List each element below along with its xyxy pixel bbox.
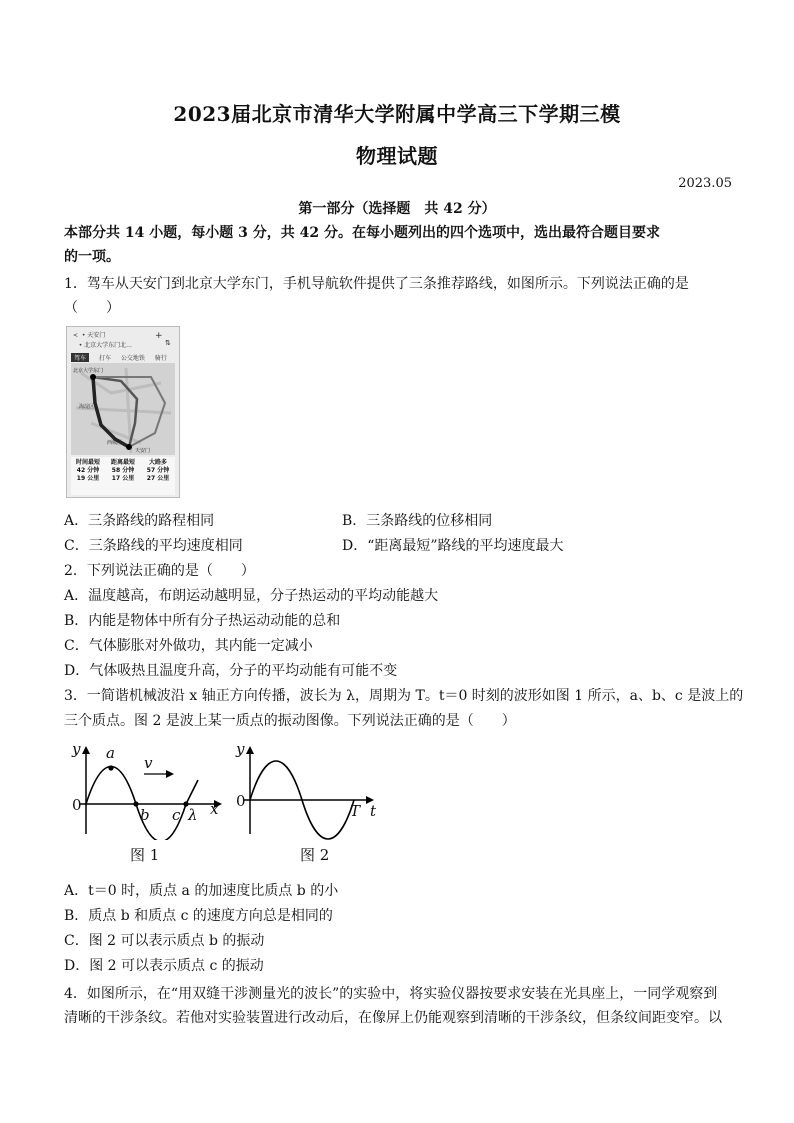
fig1-lambda: λ	[188, 806, 198, 824]
q3-option-d: D．图 2 可以表示质点 c 的振动	[64, 958, 264, 974]
fig1-y-label: y	[72, 740, 81, 758]
route-main-roads: 大路多 57 分钟 27 公里	[146, 459, 170, 482]
map-to: • 北京大学东门北...	[78, 342, 132, 349]
back-icon: <	[73, 332, 79, 339]
q4-stem-line2: 清晰的干涉条纹。若他对实验装置进行改动后，在像屏上仍能观察到清晰的干涉条纹，但条纹间距变窄。以	[64, 1010, 722, 1026]
label-south: 西城区	[107, 440, 123, 446]
route-summary	[71, 457, 175, 495]
map-area	[71, 363, 175, 455]
exam-title: 2023届北京市清华大学附属中学高三下学期三模	[173, 102, 621, 126]
tab-taxi: 打车	[98, 355, 111, 362]
fig1-point-c: c	[172, 806, 181, 824]
navigation-map-figure	[66, 326, 180, 498]
q3-option-c: C．图 2 可以表示质点 b 的振动	[64, 933, 265, 949]
q3-stem-line1: 3．一简谐机械波沿 x 轴正方向传播，波长为 λ，周期为 T。t＝0 时刻的波形如图 1 所示，a、b、c 是波上的	[64, 688, 744, 704]
part1-instruction-line2: 的一项。	[64, 249, 120, 265]
label-tiananmen: 天安门	[135, 448, 151, 454]
label-north-gate: 北京大学东门	[73, 368, 104, 374]
tab-bike: 骑行	[154, 355, 167, 362]
fig1-point-b: b	[140, 806, 150, 824]
part1-instruction-line1: 本部分共 14 小题，每小题 3 分，共 42 分。在每小题列出的四个选项中，选出最符合题目要求	[64, 225, 660, 241]
fig2-period: T	[350, 802, 361, 820]
map-from: • 天安门	[81, 332, 106, 339]
q1-stem-line1: 1．驾车从天安门到北京大学东门，手机导航软件提供了三条推荐路线，如图所示。下列说法正确的是	[64, 276, 689, 292]
fig2-y-label: y	[236, 740, 245, 758]
q1-option-b: B．三条路线的位移相同	[342, 513, 493, 529]
q4-stem-line1: 4．如图所示，在“用双缝干涉测量光的波长”的实验中，将实验仪器按要求安装在光具座上，一同学观察到	[64, 986, 718, 1002]
fig2-t-label: t	[370, 802, 377, 820]
part1-heading: 第一部分（选择题 共 42 分）	[298, 201, 496, 217]
q2-option-d: D．气体吸热且温度升高，分子的平均动能有可能不变	[64, 663, 398, 679]
fig1-velocity: v	[144, 754, 153, 772]
q2-stem: 2．下列说法正确的是（ ）	[64, 563, 255, 579]
q1-option-d: D．“距离最短”路线的平均速度最大	[342, 538, 564, 554]
fig1-caption: 图 1	[130, 846, 160, 864]
tab-drive: 驾车	[71, 353, 89, 362]
exam-date: 2023.05	[678, 176, 732, 191]
map-tabs	[71, 353, 175, 362]
q2-option-c: C．气体膨胀对外做功，其内能一定减小	[64, 638, 313, 654]
q3-option-a: A．t＝0 时，质点 a 的加速度比质点 b 的小	[64, 883, 339, 899]
swap-icon: ⇅	[165, 339, 171, 347]
exam-subtitle: 物理试题	[356, 144, 438, 168]
route-fastest: 时间最短 42 分钟 19 公里	[75, 459, 100, 482]
figure2-vibration	[230, 744, 380, 840]
q1-stem-line2: （ ）	[64, 300, 120, 316]
fig1-origin: 0	[72, 796, 82, 814]
fig2-origin: 0	[236, 792, 246, 810]
q2-option-b: B．内能是物体中所有分子热运动动能的总和	[64, 613, 341, 629]
q3-option-b: B．质点 b 和质点 c 的速度方向总是相同的	[64, 908, 333, 924]
q1-option-a: A．三条路线的路程相同	[64, 513, 215, 529]
fig2-caption: 图 2	[300, 846, 330, 864]
plus-icon: +	[155, 331, 163, 341]
label-district: 海淀区	[79, 404, 95, 410]
q2-option-a: A．温度越高，布朗运动越明显，分子热运动的平均动能越大	[64, 588, 439, 604]
q3-stem-line2: 三个质点。图 2 是波上某一质点的振动图像。下列说法正确的是（ ）	[64, 713, 516, 729]
q1-option-c: C．三条路线的平均速度相同	[64, 538, 243, 554]
fig1-point-a: a	[106, 744, 115, 762]
route-shortest: 距离最短 58 分钟 17 公里	[110, 459, 135, 482]
tab-transit: 公交地铁	[120, 355, 145, 362]
fig1-x-label: x	[210, 800, 219, 818]
